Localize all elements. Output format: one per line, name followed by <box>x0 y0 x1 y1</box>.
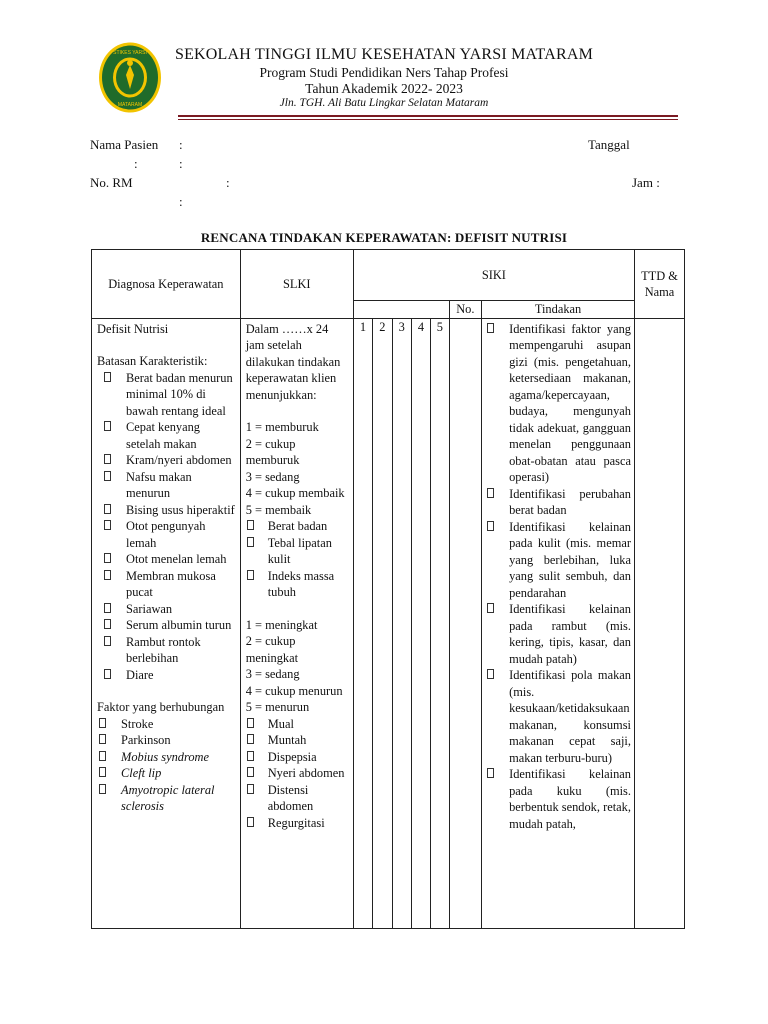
list-item: Nyeri abdomen <box>246 765 349 782</box>
slki-scale-3: 3 = sedang <box>245 469 300 484</box>
checkbox-icon <box>247 767 254 777</box>
checkbox-icon <box>247 817 254 827</box>
checkbox-icon <box>104 603 111 613</box>
list-item: Cleft lip <box>92 765 236 782</box>
list-item: Identifikasi faktor yang mempengaruhi asupan gizi (mis. pengetahuan, ketersediaan makanan, agama/kepercayaan, budaya, mengunyah tidak adekuat, gangguan menelan penggunaan obat-obatan atau pasca operasi) <box>485 321 631 486</box>
header-siki: SIKI <box>353 250 634 301</box>
slki-scale-b2: 2 = cukup meningkat <box>245 634 299 665</box>
slki-cell <box>240 318 353 929</box>
date-colon-2: : <box>179 156 183 171</box>
tindakan-cell <box>482 318 635 929</box>
list-item: Bising usus hiperaktif <box>97 502 236 519</box>
checkbox-icon <box>99 784 106 794</box>
faktor-list <box>92 716 236 815</box>
checkbox-icon <box>247 570 254 580</box>
list-item: Identifikasi perubahan berat badan <box>485 486 631 519</box>
tindakan-list <box>485 321 631 833</box>
slki-scale-4: 4 = cukup membaik <box>245 486 345 500</box>
list-item: Nafsu makan menurun <box>97 469 236 502</box>
academic-year: Tahun Akademik 2022- 2023 <box>305 81 463 96</box>
list-item: Otot menelan lemah <box>97 551 236 568</box>
diagnosa-cell <box>92 318 241 929</box>
slki-intro: Dalam ……x 24 jam setelah dilakukan tindakan keperawatan klien menunjukkan: <box>245 321 341 402</box>
rm-label: No. RM <box>90 175 133 190</box>
slki-items-1 <box>246 518 349 601</box>
scale-1: 1 <box>353 318 372 929</box>
list-item: Tebal lipatan kulit <box>246 535 349 568</box>
checkbox-icon <box>247 751 254 761</box>
list-item: Berat badan <box>246 518 349 535</box>
list-item: Mobius syndrome <box>92 749 236 766</box>
list-item: Identifikasi kelainan pada rambut (mis. kering, tipis, kasar, dan mudah patah) <box>485 601 631 667</box>
scale-5: 5 <box>431 318 449 929</box>
slki-items-2 <box>246 716 349 832</box>
list-item: Kram/nyeri abdomen <box>97 452 236 469</box>
slki-scale-5: 5 = membaik <box>245 502 312 517</box>
date-label: Tanggal <box>588 137 630 152</box>
list-item: Dispepsia <box>246 749 349 766</box>
date-colon: : <box>134 156 138 171</box>
header-slki: SLKI <box>240 250 353 319</box>
list-item: Mual <box>246 716 349 733</box>
checkbox-icon <box>487 669 494 679</box>
list-item: Identifikasi kelainan pada kulit (mis. memar yang berlebihan, luka yang sulit sembuh, dan pendarahan <box>485 519 631 602</box>
rm-colon: : <box>226 175 230 190</box>
checkbox-icon <box>247 784 254 794</box>
checkbox-icon <box>99 767 106 777</box>
checkbox-icon <box>247 520 254 530</box>
checkbox-icon <box>487 488 494 498</box>
checkbox-icon <box>247 718 254 728</box>
checkbox-icon <box>487 323 494 333</box>
nursing-plan-table <box>91 249 685 929</box>
scale-3: 3 <box>392 318 411 929</box>
time-label: Jam : <box>632 175 660 190</box>
header-rule <box>178 115 678 117</box>
checkbox-icon <box>99 751 106 761</box>
checkbox-icon <box>104 570 111 580</box>
patient-name-label: Nama Pasien <box>90 137 159 152</box>
header-rule-thin <box>178 119 678 120</box>
list-item: Identifikasi kelainan pada kuku (mis. berbentuk sendok, retak, mudah patah, <box>485 766 631 832</box>
patient-name-colon: : <box>179 137 183 152</box>
slki-scale-b1: 1 = meningkat <box>245 617 318 632</box>
batasan-label: Batasan Karakteristik: <box>97 354 208 368</box>
checkbox-icon <box>99 718 106 728</box>
checkbox-icon <box>247 537 254 547</box>
ttd-cell <box>634 318 684 929</box>
list-item: Otot pengunyah lemah <box>97 518 236 551</box>
checkbox-icon <box>104 520 111 530</box>
slki-scale-1: 1 = memburuk <box>245 420 319 434</box>
list-item: Distensi abdomen <box>246 782 349 815</box>
list-item: Serum albumin turun <box>97 617 236 634</box>
list-item: Membran mukosa pucat <box>97 568 236 601</box>
faktor-label: Faktor yang berhubungan <box>97 700 225 714</box>
no-cell <box>449 318 482 929</box>
time-colon: : <box>179 194 183 209</box>
list-item: Identifikasi pola makan (mis. kesukaan/ketidaksukaan makanan, konsumsi makanan cepat saji, makan terburu-buru) <box>485 667 631 766</box>
header-diagnosa: Diagnosa Keperawatan <box>92 250 241 319</box>
batasan-list <box>97 370 236 684</box>
scale-2: 2 <box>373 318 392 929</box>
list-item: Sariawan <box>97 601 236 618</box>
checkbox-icon <box>104 504 111 514</box>
slki-scale-2: 2 = cukup memburuk <box>245 436 300 467</box>
checkbox-icon <box>104 619 111 629</box>
checkbox-icon <box>487 521 494 531</box>
checkbox-icon <box>104 372 111 382</box>
list-item: Berat badan menurun minimal 10% di bawah rentang ideal <box>97 370 236 420</box>
address: Jln. TGH. Ali Batu Lingkar Selatan Mataram <box>279 97 489 109</box>
institution-name: SEKOLAH TINGGI ILMU KESEHATAN YARSI MATARAM <box>174 46 594 63</box>
letterhead <box>0 0 768 130</box>
checkbox-icon <box>99 734 106 744</box>
list-item: Regurgitasi <box>246 815 349 832</box>
header-tindakan: Tindakan <box>482 301 635 319</box>
list-item: Indeks massa tubuh <box>246 568 349 601</box>
logo-text-top: STIKES YARSI <box>113 50 147 56</box>
list-item: Diare <box>97 667 236 684</box>
slki-scale-b4: 4 = cukup menurun <box>245 683 343 698</box>
slki-scale-b5: 5 = menurun <box>245 700 310 714</box>
scale-spacer <box>353 301 449 319</box>
checkbox-icon <box>247 734 254 744</box>
header-ttd: TTD & Nama <box>634 250 684 319</box>
list-item: Stroke <box>92 716 236 733</box>
logo-text-bottom: MATARAM <box>117 102 143 108</box>
plan-title: RENCANA TINDAKAN KEPERAWATAN: DEFISIT NUTRISI <box>200 230 568 245</box>
checkbox-icon <box>104 669 111 679</box>
checkbox-icon <box>487 768 494 778</box>
list-item: Parkinson <box>92 732 236 749</box>
header-no: No. <box>449 301 482 319</box>
checkbox-icon <box>104 421 111 431</box>
list-item: Muntah <box>246 732 349 749</box>
checkbox-icon <box>487 603 494 613</box>
checkbox-icon <box>104 471 111 481</box>
program-name: Program Studi Pendidikan Ners Tahap Profesi <box>259 65 509 80</box>
list-item: Amyotropic lateral sclerosis <box>92 782 236 815</box>
diagnosa-title: Defisit Nutrisi <box>97 321 169 336</box>
checkbox-icon <box>104 553 111 563</box>
scale-4: 4 <box>411 318 430 929</box>
slki-scale-b3: 3 = sedang <box>245 667 300 681</box>
checkbox-icon <box>104 636 111 646</box>
list-item: Rambut rontok berlebihan <box>97 634 236 667</box>
checkbox-icon <box>104 454 111 464</box>
list-item: Cepat kenyang setelah makan <box>97 419 236 452</box>
